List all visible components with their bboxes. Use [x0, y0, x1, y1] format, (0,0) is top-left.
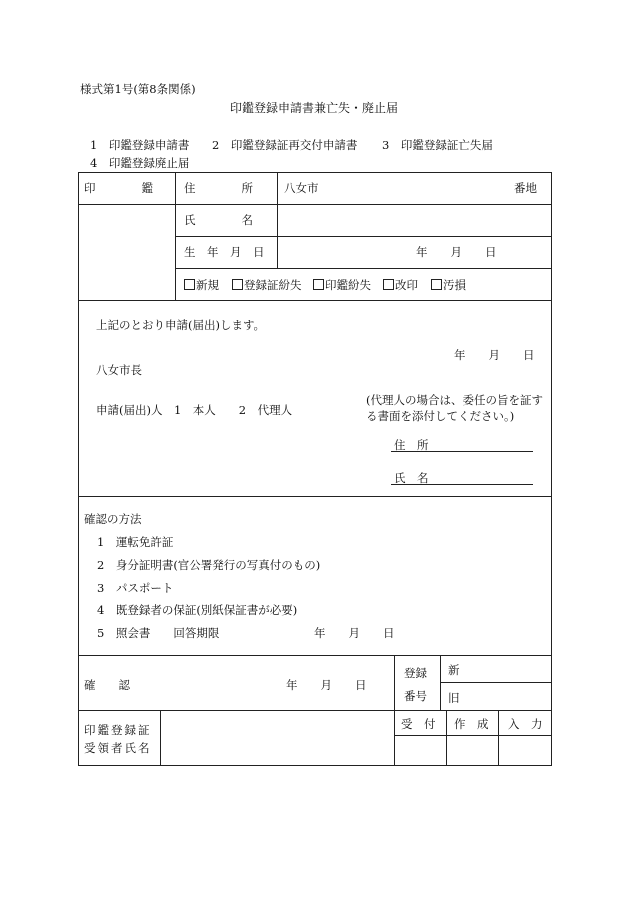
form-type-2: 2 印鑑登録証再交付申請書	[212, 138, 358, 152]
address-field[interactable]	[284, 190, 509, 202]
option-seal-lost[interactable]: 印鑑紛失	[313, 277, 371, 293]
application-date[interactable]: 年 月 日	[454, 348, 535, 362]
form-number: 様式第1号(第8条関係)	[80, 82, 196, 96]
option-damaged[interactable]: 汚損	[431, 277, 466, 293]
reg-number-label: 登録	[404, 666, 427, 680]
checkbox-icon[interactable]	[313, 279, 324, 290]
receiver-label: 印鑑登録証	[84, 723, 152, 737]
confirm-label: 確 認	[84, 678, 130, 692]
option-seal-change[interactable]: 改印	[383, 277, 418, 293]
method-5: 5 照会書 回答期限	[97, 626, 220, 640]
method-2: 2 身分証明書(官公署発行の写真付のもの)	[97, 558, 321, 572]
form-type-3: 3 印鑑登録証亡失届	[382, 138, 493, 152]
form-type-4: 4 印鑑登録廃止届	[90, 156, 190, 170]
addressee: 八女市長	[96, 363, 142, 377]
applicant-type[interactable]: 申請(届出)人 1 本人 2 代理人	[96, 403, 293, 417]
new-number-label: 新	[448, 663, 460, 677]
checkbox-icon[interactable]	[383, 279, 394, 290]
proxy-address-line[interactable]	[391, 451, 533, 452]
created-label: 作 成	[454, 717, 489, 731]
proxy-name-label: 氏 名	[394, 471, 429, 485]
deadline-date[interactable]: 年 月 日	[314, 626, 395, 640]
verification-heading: 確認の方法	[84, 512, 142, 526]
checkbox-icon[interactable]	[232, 279, 243, 290]
option-new[interactable]: 新規	[184, 277, 219, 293]
checkbox-icon[interactable]	[184, 279, 195, 290]
proxy-note: (代理人の場合は、委任の旨を証する書面を添付してください。)	[366, 393, 543, 423]
proxy-address-label: 住 所	[394, 438, 429, 452]
form-type-1: 1 印鑑登録申請書	[90, 138, 190, 152]
address-suffix: 番地	[514, 181, 537, 195]
checkbox-icon[interactable]	[431, 279, 442, 290]
receiver-name-field[interactable]	[166, 716, 390, 760]
seal-label: 印 鑑	[84, 181, 153, 195]
method-3: 3 パスポート	[97, 581, 174, 595]
name-field[interactable]	[284, 208, 544, 232]
old-number-label: 旧	[448, 691, 460, 705]
address-label: 住 所	[184, 181, 253, 195]
reg-number-label-2: 番号	[404, 689, 427, 703]
received-label: 受 付	[401, 717, 436, 731]
confirm-date[interactable]: 年 月 日	[286, 678, 367, 692]
dob-value[interactable]: 年 月 日	[416, 245, 497, 259]
method-1: 1 運転免許証	[97, 535, 174, 549]
option-card-lost[interactable]: 登録証紛失	[232, 277, 302, 293]
receiver-label-2: 受領者氏名	[84, 741, 152, 755]
method-4: 4 既登録者の保証(別紙保証書が必要)	[97, 603, 298, 617]
name-label: 氏 名	[184, 213, 253, 227]
input-label: 入 力	[508, 717, 543, 731]
proxy-name-line[interactable]	[391, 484, 533, 485]
address-city: 八女市	[284, 181, 319, 195]
dob-label: 生 年 月 日	[184, 245, 265, 259]
form-title: 印鑑登録申請書兼亡失・廃止届	[230, 101, 399, 115]
application-statement: 上記のとおり申請(届出)します。	[96, 318, 266, 332]
